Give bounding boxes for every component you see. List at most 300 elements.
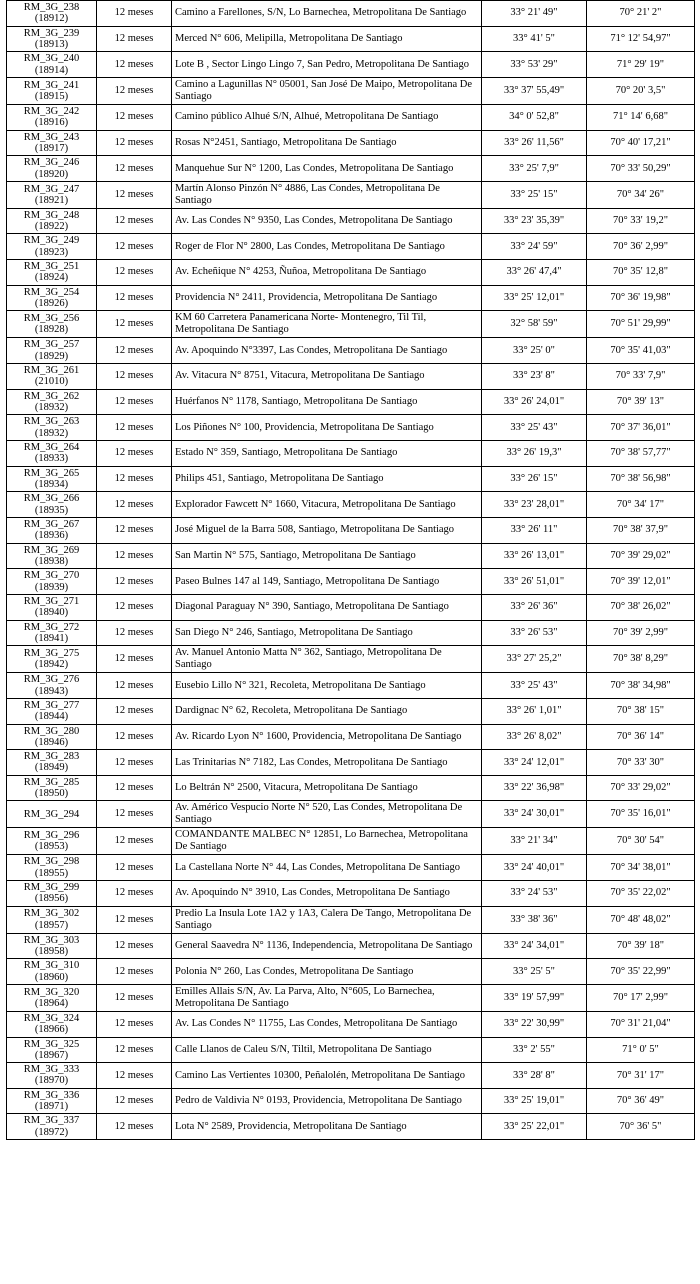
cell-longitude: 70° 20' 3,5" — [587, 77, 695, 104]
cell-longitude: 71° 12' 54,97" — [587, 26, 695, 52]
cell-longitude: 70° 36' 5" — [587, 1114, 695, 1140]
cell-duration: 12 meses — [97, 104, 172, 130]
cell-longitude: 70° 17' 2,99" — [587, 984, 695, 1011]
cell-site-code — [7, 260, 97, 286]
cell-duration: 12 meses — [97, 1037, 172, 1063]
site-code-text: RM_3G_337 — [23, 1115, 80, 1127]
cell-latitude: 33° 25' 7,9" — [482, 156, 587, 182]
cell-latitude: 33° 26' 11,56" — [482, 130, 587, 156]
cell-latitude: 33° 26' 15" — [482, 466, 587, 492]
cell-latitude: 33° 21' 34" — [482, 828, 587, 855]
cell-address: Av. Las Condes N° 11755, Las Condes, Metropolitana De Santiago — [172, 1011, 482, 1037]
cell-site-code — [7, 130, 97, 156]
site-code-text: RM_3G_241 — [23, 79, 80, 91]
cell-duration: 12 meses — [97, 933, 172, 959]
site-code-text: RM_3G_272 — [23, 621, 80, 633]
cell-longitude: 70° 31' 21,04" — [587, 1011, 695, 1037]
cell-duration: 12 meses — [97, 1, 172, 27]
site-code-sub: (18920) — [34, 168, 69, 180]
site-code-text: RM_3G_254 — [23, 286, 80, 298]
cell-address: Av. Echeñique N° 4253, Ñuñoa, Metropolitana De Santiago — [172, 260, 482, 286]
cell-address: Camino público Alhué S/N, Alhué, Metropolitana De Santiago — [172, 104, 482, 130]
cell-duration: 12 meses — [97, 724, 172, 750]
site-code-text: RM_3G_298 — [23, 856, 80, 868]
cell-duration: 12 meses — [97, 1114, 172, 1140]
cell-longitude: 70° 39' 29,02" — [587, 543, 695, 569]
cell-address: Polonia N° 260, Las Condes, Metropolitana De Santiago — [172, 959, 482, 985]
cell-site-code — [7, 750, 97, 776]
cell-address: Los Piñones N° 100, Providencia, Metropolitana De Santiago — [172, 415, 482, 441]
cell-site-code — [7, 285, 97, 311]
cell-latitude: 33° 22' 30,99" — [482, 1011, 587, 1037]
cell-latitude: 33° 24' 59" — [482, 234, 587, 260]
cell-longitude: 70° 38' 26,02" — [587, 594, 695, 620]
cell-duration: 12 meses — [97, 620, 172, 646]
table-body — [7, 1, 695, 1140]
table-row — [7, 52, 695, 78]
cell-address: José Miguel de la Barra 508, Santiago, Metropolitana De Santiago — [172, 517, 482, 543]
cell-site-code — [7, 594, 97, 620]
cell-longitude: 70° 34' 26" — [587, 181, 695, 208]
cell-site-code — [7, 933, 97, 959]
cell-duration: 12 meses — [97, 543, 172, 569]
site-code-sub: (18955) — [34, 867, 69, 879]
cell-duration: 12 meses — [97, 156, 172, 182]
cell-duration: 12 meses — [97, 750, 172, 776]
cell-site-code — [7, 208, 97, 234]
cell-site-code — [7, 801, 97, 828]
cell-site-code — [7, 517, 97, 543]
cell-duration: 12 meses — [97, 569, 172, 595]
site-code-text: RM_3G_240 — [23, 53, 80, 65]
site-code-sub: (18944) — [34, 711, 69, 723]
cell-duration: 12 meses — [97, 775, 172, 801]
table-row — [7, 569, 695, 595]
cell-address: Predio La Insula Lote 1A2 y 1A3, Calera De Tango, Metropolitana De Santiago — [172, 906, 482, 933]
site-code-sub: (18914) — [34, 64, 69, 76]
cell-site-code — [7, 959, 97, 985]
cell-longitude: 70° 36' 19,98" — [587, 285, 695, 311]
cell-site-code — [7, 77, 97, 104]
site-code-sub: (18932) — [34, 402, 69, 414]
cell-longitude: 70° 36' 14" — [587, 724, 695, 750]
cell-longitude: 70° 38' 34,98" — [587, 673, 695, 699]
cell-latitude: 33° 23' 28,01" — [482, 492, 587, 518]
cell-site-code — [7, 338, 97, 364]
site-code-sub: (18912) — [34, 13, 69, 25]
cell-address: Eusebio Lillo N° 321, Recoleta, Metropolitana De Santiago — [172, 673, 482, 699]
table-row — [7, 389, 695, 415]
site-code-text: RM_3G_324 — [23, 1012, 80, 1024]
site-code-sub: (18921) — [34, 194, 69, 206]
table-row — [7, 1114, 695, 1140]
cell-address: Huérfanos N° 1178, Santiago, Metropolitana De Santiago — [172, 389, 482, 415]
site-code-text: RM_3G_310 — [23, 960, 80, 972]
cell-longitude: 70° 38' 56,98" — [587, 466, 695, 492]
cell-longitude: 71° 29' 19" — [587, 52, 695, 78]
site-code-text: RM_3G_271 — [23, 595, 80, 607]
cell-address: COMANDANTE MALBEC N° 12851, Lo Barnechea, Metropolitana De Santiago — [172, 828, 482, 855]
cell-site-code — [7, 1, 97, 27]
cell-latitude: 33° 26' 36" — [482, 594, 587, 620]
cell-longitude: 70° 37' 36,01" — [587, 415, 695, 441]
cell-address: Av. Manuel Antonio Matta N° 362, Santiago, Metropolitana De Santiago — [172, 646, 482, 673]
site-code-sub: (18946) — [34, 736, 69, 748]
cell-address: Av. Ricardo Lyon N° 1600, Providencia, Metropolitana De Santiago — [172, 724, 482, 750]
cell-address: San Diego N° 246, Santiago, Metropolitana De Santiago — [172, 620, 482, 646]
cell-site-code — [7, 673, 97, 699]
cell-longitude: 70° 38' 57,77" — [587, 441, 695, 467]
cell-duration: 12 meses — [97, 26, 172, 52]
table-row — [7, 698, 695, 724]
site-code-sub: (18940) — [34, 607, 69, 619]
site-code-text: RM_3G_302 — [23, 908, 80, 920]
site-code-sub: (18967) — [34, 1049, 69, 1061]
site-code-sub: (18958) — [34, 945, 69, 957]
cell-latitude: 33° 26' 19,3" — [482, 441, 587, 467]
table-row — [7, 1037, 695, 1063]
table-row — [7, 156, 695, 182]
cell-duration: 12 meses — [97, 311, 172, 338]
cell-latitude: 33° 23' 8" — [482, 364, 587, 390]
cell-duration: 12 meses — [97, 130, 172, 156]
site-code-sub: (18971) — [34, 1101, 69, 1113]
table-row — [7, 364, 695, 390]
table-row — [7, 881, 695, 907]
site-code-text: RM_3G_299 — [23, 882, 80, 893]
site-code-sub: (18932) — [34, 427, 69, 439]
cell-longitude: 70° 35' 22,02" — [587, 881, 695, 907]
cell-duration: 12 meses — [97, 698, 172, 724]
cell-site-code — [7, 234, 97, 260]
site-code-text: RM_3G_275 — [23, 647, 80, 659]
site-code-text: RM_3G_251 — [23, 261, 80, 273]
cell-longitude: 70° 38' 15" — [587, 698, 695, 724]
cell-duration: 12 meses — [97, 801, 172, 828]
cell-address: Paseo Bulnes 147 al 149, Santiago, Metropolitana De Santiago — [172, 569, 482, 595]
cell-longitude: 70° 40' 17,21" — [587, 130, 695, 156]
site-code-text: RM_3G_280 — [23, 725, 80, 737]
cell-duration: 12 meses — [97, 415, 172, 441]
cell-address: Lo Beltrán N° 2500, Vitacura, Metropolitana De Santiago — [172, 775, 482, 801]
site-code-text: RM_3G_243 — [23, 131, 80, 143]
table-row — [7, 1088, 695, 1114]
cell-site-code — [7, 1011, 97, 1037]
table-row — [7, 285, 695, 311]
cell-latitude: 33° 26' 13,01" — [482, 543, 587, 569]
table-row — [7, 1, 695, 27]
cell-longitude: 70° 36' 49" — [587, 1088, 695, 1114]
table-row — [7, 828, 695, 855]
table-row — [7, 906, 695, 933]
site-code-sub: (18922) — [34, 221, 69, 233]
site-code-sub: (18928) — [34, 324, 69, 336]
cell-duration: 12 meses — [97, 1011, 172, 1037]
site-code-text: RM_3G_277 — [23, 699, 80, 711]
cell-longitude: 70° 33' 30" — [587, 750, 695, 776]
site-code-sub: (18966) — [34, 1024, 69, 1036]
table-row — [7, 1063, 695, 1089]
cell-duration: 12 meses — [97, 52, 172, 78]
table-row — [7, 959, 695, 985]
site-code-text: RM_3G_266 — [23, 493, 80, 505]
cell-longitude: 70° 39' 13" — [587, 389, 695, 415]
cell-latitude: 34° 0' 52,8" — [482, 104, 587, 130]
cell-duration: 12 meses — [97, 828, 172, 855]
table-row — [7, 801, 695, 828]
site-code-text: RM_3G_262 — [23, 390, 80, 402]
cell-duration: 12 meses — [97, 260, 172, 286]
site-code-sub: (18938) — [34, 555, 69, 567]
cell-address: Camino Las Vertientes 10300, Peñalolén, Metropolitana De Santiago — [172, 1063, 482, 1089]
cell-site-code — [7, 441, 97, 467]
site-code-sub: (18970) — [34, 1075, 69, 1087]
cell-longitude: 70° 38' 8,29" — [587, 646, 695, 673]
cell-address: Estado N° 359, Santiago, Metropolitana De Santiago — [172, 441, 482, 467]
site-code-sub: (18934) — [34, 478, 69, 490]
cell-duration: 12 meses — [97, 389, 172, 415]
site-code-sub: (18917) — [34, 142, 69, 154]
site-code-sub: (18935) — [34, 504, 69, 516]
cell-latitude: 33° 28' 8" — [482, 1063, 587, 1089]
site-code-text: RM_3G_257 — [23, 339, 80, 351]
site-code-sub: (18915) — [34, 90, 69, 102]
site-code-text: RM_3G_276 — [23, 674, 80, 686]
cell-latitude: 33° 26' 24,01" — [482, 389, 587, 415]
cell-site-code — [7, 855, 97, 881]
cell-site-code — [7, 646, 97, 673]
cell-longitude: 70° 35' 22,99" — [587, 959, 695, 985]
cell-duration: 12 meses — [97, 364, 172, 390]
site-code-text: RM_3G_248 — [23, 209, 80, 221]
table-row — [7, 646, 695, 673]
cell-duration: 12 meses — [97, 959, 172, 985]
site-code-sub: (18913) — [34, 38, 69, 50]
cell-latitude: 33° 27' 25,2" — [482, 646, 587, 673]
table-row — [7, 338, 695, 364]
cell-address: Rosas N°2451, Santiago, Metropolitana De Santiago — [172, 130, 482, 156]
table-row — [7, 77, 695, 104]
site-code-text: RM_3G_238 — [23, 2, 80, 13]
cell-latitude: 33° 21' 49" — [482, 1, 587, 27]
site-code-text: RM_3G_320 — [23, 986, 80, 998]
sites-table — [6, 0, 695, 1140]
site-code-sub: (18941) — [34, 632, 69, 644]
table-row — [7, 750, 695, 776]
cell-longitude: 71° 14' 6,68" — [587, 104, 695, 130]
site-code-text: RM_3G_246 — [23, 157, 80, 169]
site-code-sub: (18950) — [34, 788, 69, 800]
site-code-text: RM_3G_294 — [23, 808, 80, 820]
cell-duration: 12 meses — [97, 492, 172, 518]
cell-latitude: 33° 38' 36" — [482, 906, 587, 933]
cell-site-code — [7, 543, 97, 569]
cell-site-code — [7, 698, 97, 724]
cell-longitude: 70° 34' 38,01" — [587, 855, 695, 881]
site-code-text: RM_3G_256 — [23, 313, 80, 325]
cell-longitude: 70° 35' 16,01" — [587, 801, 695, 828]
site-code-sub: (21010) — [34, 376, 69, 388]
site-code-text: RM_3G_267 — [23, 518, 80, 530]
cell-latitude: 33° 23' 35,39" — [482, 208, 587, 234]
cell-latitude: 33° 24' 34,01" — [482, 933, 587, 959]
site-code-text: RM_3G_325 — [23, 1038, 80, 1050]
cell-address: La Castellana Norte N° 44, Las Condes, Metropolitana De Santiago — [172, 855, 482, 881]
cell-site-code — [7, 389, 97, 415]
table-row — [7, 234, 695, 260]
cell-duration: 12 meses — [97, 517, 172, 543]
cell-latitude: 33° 22' 36,98" — [482, 775, 587, 801]
cell-latitude: 33° 24' 30,01" — [482, 801, 587, 828]
site-code-sub: (18924) — [34, 272, 69, 284]
cell-address: Lote B , Sector Lingo Lingo 7, San Pedro, Metropolitana De Santiago — [172, 52, 482, 78]
table-row — [7, 181, 695, 208]
cell-site-code — [7, 724, 97, 750]
cell-address: Philips 451, Santiago, Metropolitana De Santiago — [172, 466, 482, 492]
cell-site-code — [7, 52, 97, 78]
cell-longitude: 70° 33' 19,2" — [587, 208, 695, 234]
site-code-sub: (18916) — [34, 117, 69, 129]
cell-address: Camino a Lagunillas N° 05001, San José De Maipo, Metropolitana De Santiago — [172, 77, 482, 104]
cell-latitude: 33° 25' 12,01" — [482, 285, 587, 311]
cell-latitude: 33° 26' 53" — [482, 620, 587, 646]
cell-longitude: 70° 35' 41,03" — [587, 338, 695, 364]
cell-address: Roger de Flor N° 2800, Las Condes, Metropolitana De Santiago — [172, 234, 482, 260]
cell-latitude: 33° 24' 53" — [482, 881, 587, 907]
table-row — [7, 492, 695, 518]
table-row — [7, 933, 695, 959]
cell-duration: 12 meses — [97, 208, 172, 234]
cell-address: Lota N° 2589, Providencia, Metropolitana De Santiago — [172, 1114, 482, 1140]
cell-longitude: 70° 39' 12,01" — [587, 569, 695, 595]
cell-longitude: 70° 38' 37,9" — [587, 517, 695, 543]
cell-site-code — [7, 311, 97, 338]
table-row — [7, 594, 695, 620]
cell-site-code — [7, 1088, 97, 1114]
cell-address: Manquehue Sur N° 1200, Las Condes, Metropolitana De Santiago — [172, 156, 482, 182]
cell-address: Martín Alonso Pinzón N° 4886, Las Condes, Metropolitana De Santiago — [172, 181, 482, 208]
cell-latitude: 33° 25' 5" — [482, 959, 587, 985]
site-code-text: RM_3G_336 — [23, 1089, 80, 1101]
cell-longitude: 70° 33' 7,9" — [587, 364, 695, 390]
table-row — [7, 441, 695, 467]
cell-longitude: 70° 31' 17" — [587, 1063, 695, 1089]
cell-latitude: 33° 26' 51,01" — [482, 569, 587, 595]
cell-duration: 12 meses — [97, 1088, 172, 1114]
site-code-sub: (18960) — [34, 971, 69, 983]
cell-duration: 12 meses — [97, 234, 172, 260]
site-code-text: RM_3G_261 — [23, 365, 80, 377]
cell-address: Providencia N° 2411, Providencia, Metropolitana De Santiago — [172, 285, 482, 311]
table-row — [7, 855, 695, 881]
cell-longitude: 70° 48' 48,02" — [587, 906, 695, 933]
table-row — [7, 260, 695, 286]
cell-longitude: 70° 36' 2,99" — [587, 234, 695, 260]
site-code-text: RM_3G_269 — [23, 544, 80, 556]
cell-longitude: 70° 30' 54" — [587, 828, 695, 855]
cell-longitude: 70° 39' 18" — [587, 933, 695, 959]
site-code-sub: (18939) — [34, 581, 69, 593]
cell-site-code — [7, 156, 97, 182]
cell-site-code — [7, 828, 97, 855]
cell-latitude: 33° 53' 29" — [482, 52, 587, 78]
cell-address: Av. Vitacura N° 8751, Vitacura, Metropolitana De Santiago — [172, 364, 482, 390]
site-code-sub: (18926) — [34, 298, 69, 310]
site-code-sub: (18943) — [34, 685, 69, 697]
site-code-sub: (18936) — [34, 530, 69, 542]
cell-latitude: 33° 26' 11" — [482, 517, 587, 543]
cell-address: Av. Las Condes N° 9350, Las Condes, Metropolitana De Santiago — [172, 208, 482, 234]
cell-latitude: 33° 19' 57,99" — [482, 984, 587, 1011]
cell-site-code — [7, 569, 97, 595]
cell-latitude: 33° 2' 55" — [482, 1037, 587, 1063]
cell-longitude: 70° 35' 12,8" — [587, 260, 695, 286]
table-row — [7, 673, 695, 699]
cell-site-code — [7, 1063, 97, 1089]
cell-site-code — [7, 1114, 97, 1140]
table-row — [7, 466, 695, 492]
site-code-text: RM_3G_270 — [23, 570, 80, 582]
cell-duration: 12 meses — [97, 466, 172, 492]
cell-site-code — [7, 492, 97, 518]
table-row — [7, 1011, 695, 1037]
site-code-sub: (18942) — [34, 659, 69, 671]
cell-address: Av. Américo Vespucio Norte N° 520, Las Condes, Metropolitana De Santiago — [172, 801, 482, 828]
cell-longitude: 70° 21' 2" — [587, 1, 695, 27]
cell-duration: 12 meses — [97, 1063, 172, 1089]
table-row — [7, 517, 695, 543]
table-row — [7, 311, 695, 338]
site-code-sub: (18929) — [34, 350, 69, 362]
site-code-sub: (18964) — [34, 997, 69, 1009]
cell-address: Av. Apoquindo N°3397, Las Condes, Metropolitana De Santiago — [172, 338, 482, 364]
cell-duration: 12 meses — [97, 906, 172, 933]
cell-site-code — [7, 775, 97, 801]
site-code-sub: (18956) — [34, 893, 69, 905]
cell-longitude: 70° 33' 50,29" — [587, 156, 695, 182]
cell-duration: 12 meses — [97, 285, 172, 311]
cell-site-code — [7, 181, 97, 208]
cell-site-code — [7, 104, 97, 130]
cell-latitude: 33° 24' 12,01" — [482, 750, 587, 776]
site-code-text: RM_3G_264 — [23, 442, 80, 453]
cell-site-code — [7, 466, 97, 492]
site-code-text: RM_3G_239 — [23, 27, 80, 39]
table-row — [7, 415, 695, 441]
cell-address: Camino a Farellones, S/N, Lo Barnechea, Metropolitana De Santiago — [172, 1, 482, 27]
site-code-text: RM_3G_263 — [23, 416, 80, 428]
site-code-text: RM_3G_265 — [23, 467, 80, 479]
cell-address: Calle Llanos de Caleu S/N, Tiltil, Metropolitana De Santiago — [172, 1037, 482, 1063]
site-code-text: RM_3G_333 — [23, 1064, 80, 1076]
cell-address: KM 60 Carretera Panamericana Norte- Montenegro, Til Til, Metropolitana De Santiago — [172, 311, 482, 338]
table-row — [7, 543, 695, 569]
site-code-text: RM_3G_242 — [23, 105, 80, 117]
site-code-sub: (18949) — [34, 762, 69, 774]
cell-site-code — [7, 984, 97, 1011]
table-row — [7, 104, 695, 130]
cell-duration: 12 meses — [97, 338, 172, 364]
cell-address: Merced N° 606, Melipilla, Metropolitana De Santiago — [172, 26, 482, 52]
site-code-sub: (18953) — [34, 841, 69, 853]
cell-address: Emilles Allais S/N, Av. La Parva, Alto, N°605, Lo Barnechea, Metropolitana De Santiago — [172, 984, 482, 1011]
cell-latitude: 33° 24' 40,01" — [482, 855, 587, 881]
site-code-text: RM_3G_303 — [23, 934, 80, 946]
cell-latitude: 33° 41' 5" — [482, 26, 587, 52]
site-code-text: RM_3G_296 — [23, 830, 80, 842]
cell-address: Diagonal Paraguay N° 390, Santiago, Metropolitana De Santiago — [172, 594, 482, 620]
cell-latitude: 33° 26' 47,4" — [482, 260, 587, 286]
